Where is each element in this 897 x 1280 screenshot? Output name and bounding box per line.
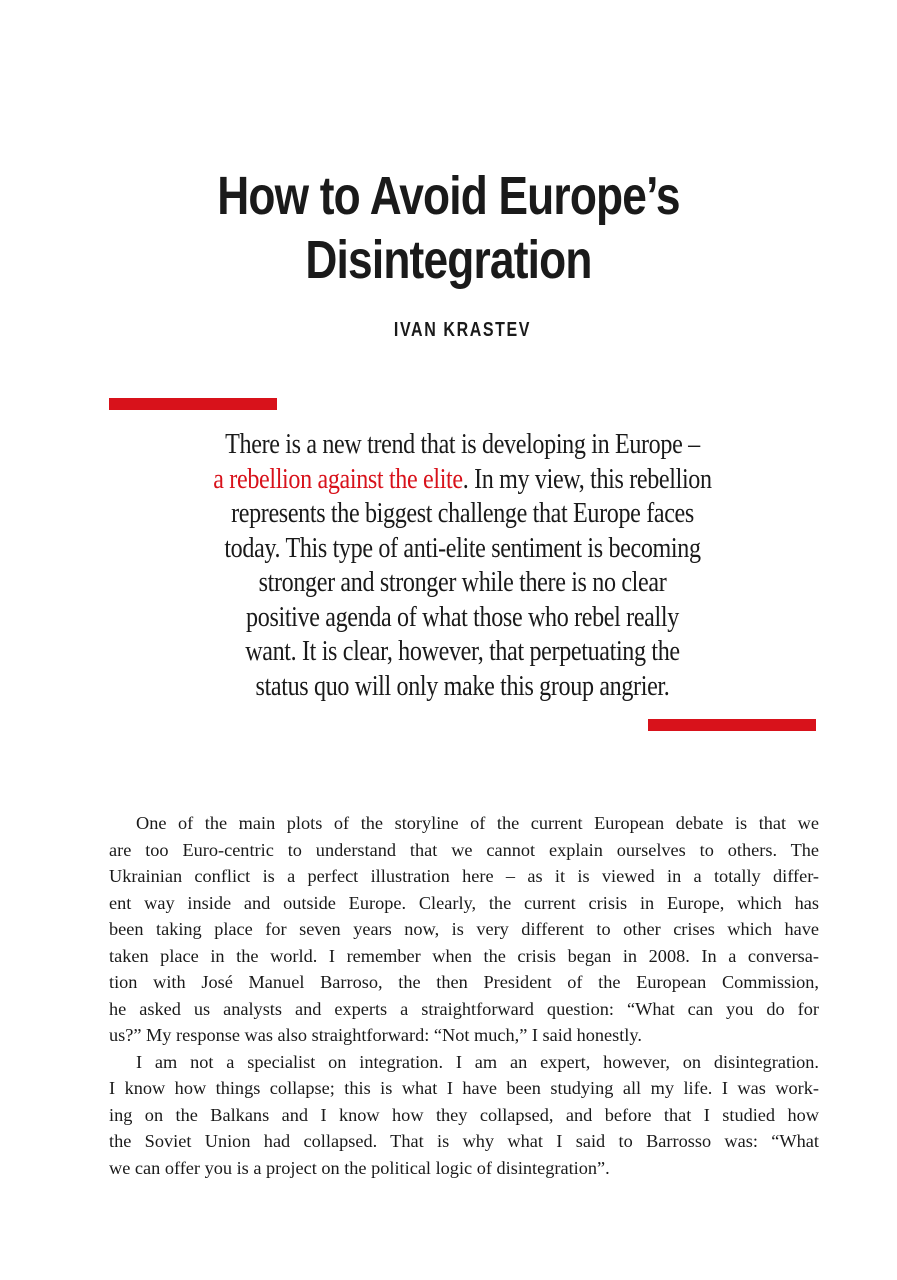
pullquote-line-8: status quo will only make this group angrier.: [255, 670, 670, 702]
body-line: Ukrainian conflict is a perfect illustration here – as it is viewed in a totally differ-: [109, 866, 819, 886]
body-line: he asked us analysts and experts a straightforward question: “What can you do for: [109, 998, 819, 1019]
body-line: are too Euro-centric to understand that we cannot explain ourselves to others. The: [109, 839, 819, 860]
article-body: [109, 810, 819, 1181]
pullquote: [194, 428, 732, 704]
body-line: tion with José Manuel Barroso, the then President of the European Commission,: [109, 972, 819, 992]
author-name: IVAN KRASTEV: [393, 319, 532, 341]
body-line: ing on the Balkans and I know how they collapsed, and before that I studied how: [109, 1104, 819, 1125]
pullquote-top-rule: [109, 398, 277, 410]
body-line: taken place in the world. I remember when the crisis began in 2008. In a conversa-: [109, 945, 819, 966]
pullquote-line-7: want. It is clear, however, that perpetuating the: [245, 636, 680, 667]
body-line: One of the main plots of the storyline of the current European debate is that we: [136, 813, 819, 833]
pullquote-line-6: positive agenda of what those who rebel really: [246, 601, 679, 633]
body-paragraph-1: [109, 810, 819, 1049]
pullquote-bottom-rule: [648, 719, 816, 731]
article-title: [81, 164, 817, 292]
pullquote-highlight: a rebellion against the elite: [213, 463, 463, 495]
body-paragraph-2: [109, 1049, 819, 1182]
body-line: we can offer you is a project on the political logic of disintegration”.: [109, 1157, 610, 1178]
body-line: us?” My response was also straightforward: “Not much,” I said honestly.: [109, 1025, 642, 1045]
pullquote-line-3: represents the biggest challenge that Europe faces: [231, 498, 694, 529]
body-line: I know how things collapse; this is what I have been studying all my life. I was work-: [109, 1078, 819, 1098]
article-title-line-1: How to Avoid Europe’s: [217, 166, 680, 227]
pullquote-line-2: [194, 463, 732, 498]
pullquote-line-2-rest: . In my view, this rebellion: [462, 463, 712, 495]
body-line: I am not a specialist on integration. I am an expert, however, on disintegration.: [136, 1051, 819, 1072]
body-line: been taking place for seven years now, is very different to other crises which have: [109, 919, 819, 939]
article-title-line-2: Disintegration: [305, 230, 592, 291]
body-line: ent way inside and outside Europe. Clearly, the current crisis in Europe, which has: [109, 892, 819, 913]
pullquote-line-5: stronger and stronger while there is no clear: [258, 567, 667, 598]
body-line: the Soviet Union had collapsed. That is why what I said to Barrosso was: “What: [109, 1131, 819, 1151]
pullquote-line-1: There is a new trend that is developing in Europe –: [225, 429, 700, 460]
pullquote-line-4: today. This type of anti-elite sentiment is becoming: [224, 532, 701, 564]
